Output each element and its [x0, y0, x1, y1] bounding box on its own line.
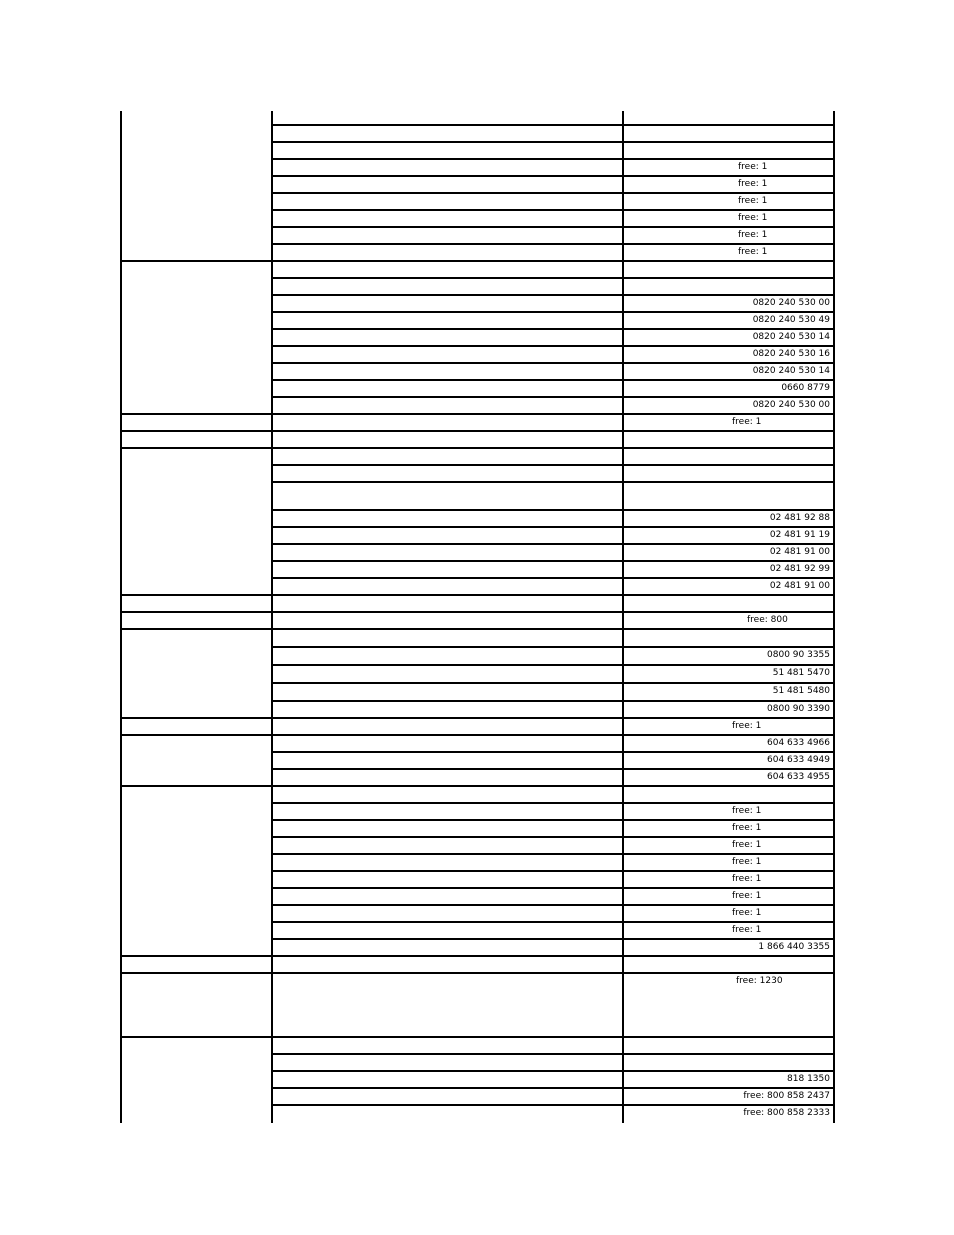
row-divider	[271, 664, 835, 666]
group-divider	[120, 972, 271, 974]
row-divider	[271, 481, 835, 483]
group-divider	[120, 734, 271, 736]
group-divider	[120, 413, 271, 415]
row-divider	[271, 294, 835, 296]
phone-number: free: 1	[732, 874, 762, 884]
phone-number: 0820 240 530 00	[752, 298, 830, 308]
phone-number: 0800 90 3390	[767, 704, 830, 714]
row-divider	[271, 560, 835, 562]
row-divider	[271, 1104, 835, 1106]
group-divider	[120, 628, 271, 630]
phone-number: 02 481 91 00	[769, 581, 830, 591]
row-divider	[271, 124, 835, 126]
row-divider	[271, 464, 835, 466]
phone-number: 604 633 4949	[767, 755, 830, 765]
row-divider	[271, 611, 835, 613]
group-divider	[120, 1036, 271, 1038]
phone-number: free: 1	[732, 857, 762, 867]
row-divider	[271, 413, 835, 415]
row-divider	[271, 192, 835, 194]
phone-number: 0800 90 3355	[767, 650, 830, 660]
row-divider	[271, 768, 835, 770]
phone-number: free: 1	[732, 721, 762, 731]
row-divider	[271, 345, 835, 347]
row-divider	[271, 226, 835, 228]
row-divider	[271, 1036, 835, 1038]
row-divider	[271, 1070, 835, 1072]
phone-number: 1 866 440 3355	[758, 942, 830, 952]
row-divider	[271, 972, 835, 974]
column-border-4	[833, 111, 835, 1123]
row-divider	[271, 921, 835, 923]
phone-number: free: 800	[747, 615, 788, 625]
phone-number: free: 1	[732, 417, 762, 427]
phone-number: free: 1	[732, 908, 762, 918]
phone-number: free: 1	[738, 196, 768, 206]
phone-number: 0820 240 530 16	[752, 349, 830, 359]
group-divider	[120, 717, 271, 719]
row-divider	[271, 260, 835, 262]
row-divider	[271, 379, 835, 381]
row-divider	[271, 887, 835, 889]
row-divider	[271, 311, 835, 313]
row-divider	[271, 543, 835, 545]
row-divider	[271, 362, 835, 364]
group-divider	[120, 611, 271, 613]
row-divider	[271, 1087, 835, 1089]
phone-number: free: 1	[738, 213, 768, 223]
phone-number: 02 481 91 00	[769, 547, 830, 557]
column-border-1	[120, 111, 122, 1123]
phone-number: free: 800 858 2437	[743, 1091, 830, 1101]
phone-number: free: 1	[732, 806, 762, 816]
row-divider	[271, 526, 835, 528]
row-divider	[271, 734, 835, 736]
row-divider	[271, 802, 835, 804]
row-divider	[271, 819, 835, 821]
phone-number: 02 481 92 88	[769, 513, 830, 523]
row-divider	[271, 1053, 835, 1055]
row-divider	[271, 396, 835, 398]
row-divider	[271, 243, 835, 245]
phone-number: 51 481 5480	[772, 686, 830, 696]
phone-number: 604 633 4955	[767, 772, 830, 782]
phone-number: 02 481 91 19	[769, 530, 830, 540]
phone-number: 51 481 5470	[772, 668, 830, 678]
row-divider	[271, 141, 835, 143]
phone-number: 604 633 4966	[767, 738, 830, 748]
row-divider	[271, 328, 835, 330]
row-divider	[271, 430, 835, 432]
row-divider	[271, 594, 835, 596]
phone-number: free: 1	[738, 162, 768, 172]
row-divider	[271, 870, 835, 872]
row-divider	[271, 209, 835, 211]
row-divider	[271, 751, 835, 753]
phone-number: 0820 240 530 14	[752, 366, 830, 376]
column-border-2	[271, 111, 273, 1123]
row-divider	[271, 853, 835, 855]
row-divider	[271, 628, 835, 630]
phone-number: free: 1	[738, 179, 768, 189]
phone-number: free: 1230	[736, 976, 783, 986]
row-divider	[271, 682, 835, 684]
phone-number: free: 1	[732, 840, 762, 850]
row-divider	[271, 447, 835, 449]
phone-number: free: 1	[738, 230, 768, 240]
phone-number: free: 1	[738, 247, 768, 257]
phone-number: 02 481 92 99	[769, 564, 830, 574]
row-divider	[271, 509, 835, 511]
phone-number: 0820 240 530 14	[752, 332, 830, 342]
row-divider	[271, 175, 835, 177]
row-divider	[271, 277, 835, 279]
row-divider	[271, 717, 835, 719]
group-divider	[120, 260, 271, 262]
group-divider	[120, 955, 271, 957]
row-divider	[271, 938, 835, 940]
group-divider	[120, 447, 271, 449]
row-divider	[271, 577, 835, 579]
column-border-3	[622, 111, 624, 1123]
phone-number: 0820 240 530 00	[752, 400, 830, 410]
row-divider	[271, 646, 835, 648]
row-divider	[271, 955, 835, 957]
row-divider	[271, 836, 835, 838]
row-divider	[271, 158, 835, 160]
row-divider	[271, 904, 835, 906]
phone-number: free: 1	[732, 925, 762, 935]
group-divider	[120, 785, 271, 787]
group-divider	[120, 594, 271, 596]
phone-number: 818 1350	[787, 1074, 830, 1084]
phone-number: free: 800 858 2333	[743, 1108, 830, 1118]
row-divider	[271, 785, 835, 787]
phone-number: free: 1	[732, 891, 762, 901]
phone-number: 0660 8779	[781, 383, 830, 393]
phone-number: free: 1	[732, 823, 762, 833]
phone-number: 0820 240 530 49	[752, 315, 830, 325]
group-divider	[120, 430, 271, 432]
row-divider	[271, 700, 835, 702]
